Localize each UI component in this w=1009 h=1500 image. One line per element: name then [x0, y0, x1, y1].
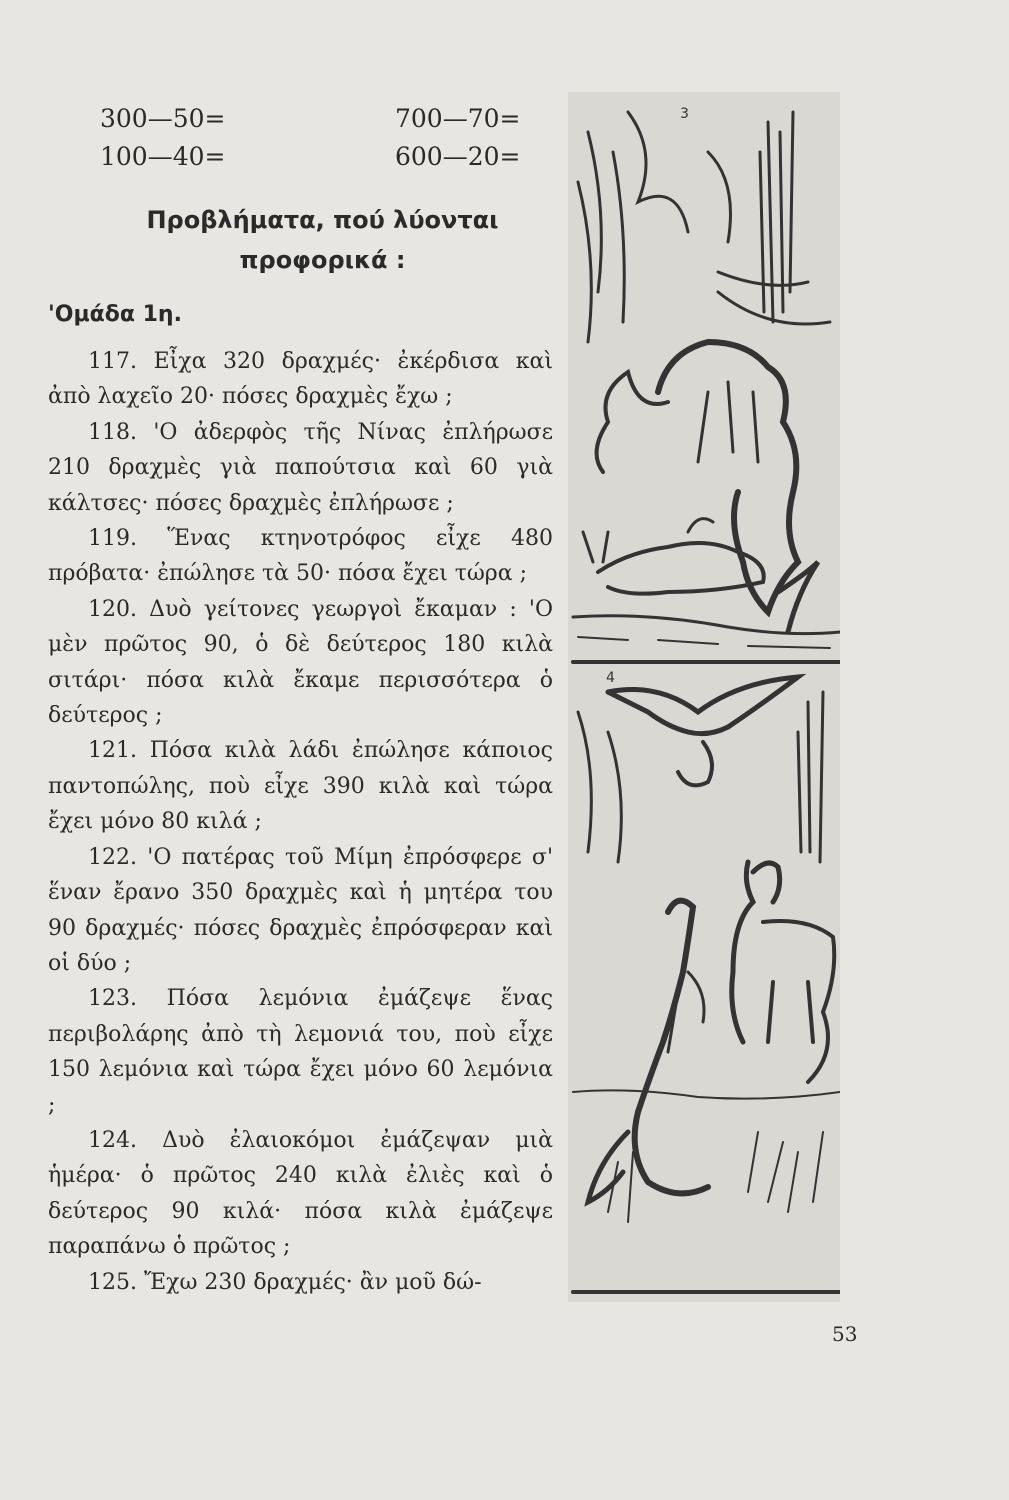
problem-117: 117. Εἶχα 320 δραχμές· ἐκέρδισα καὶ ἀπὸ λαχεῖο 20· πόσες δραχμὲς ἔχω ;: [48, 349, 553, 410]
panel-number-3: 3: [680, 106, 689, 122]
exercise-column-right: [395, 100, 520, 176]
section-title-line: προφορικά :: [239, 246, 406, 274]
problem-125: 125. Ἔχω 230 δραχμές· ἂν μοῦ δώ-: [88, 1269, 482, 1295]
problem-124: 124. Δυὸ ἐλαιοκόμοι ἐμάζεψαν μιὰ ἡμέρα· ὁ πρῶτος 240 κιλὰ ἐλιὲς καὶ ὁ δεύτερος 90 κιλά· πόσα κιλὰ ἐμάζεψε παραπάνω ὁ πρῶτος ;: [48, 1127, 553, 1260]
illustration-strip: [568, 92, 840, 1302]
exercise-item: 700—70=: [395, 104, 521, 133]
problem-121: 121. Πόσα κιλὰ λάδι ἐπώλησε κάποιος παντοπώλης, ποὺ εἶχε 390 κιλὰ καὶ τώρα ἔχει μόνο 80 κιλά ;: [48, 738, 553, 835]
exercise-item: 100—40=: [100, 142, 226, 171]
section-title: [100, 200, 545, 280]
problem-122: 122. 'Ο πατέρας τοῦ Μίμη ἐπρόσφερε σ' ἕναν ἔρανο 350 δραχμὲς καὶ ἡ μητέρα του 90 δραχμές· πόσες δραχμὲς ἐπρόσφεραν καὶ οἱ δύο ;: [48, 844, 553, 976]
problem-123: 123. Πόσα λεμόνια ἐμάζεψε ἕνας περιβολάρης ἀπὸ τὴ λεμονιά του, ποὺ εἶχε 150 λεμόνια καὶ τώρα ἔχει μόνο 60 λεμόνια ;: [48, 986, 553, 1118]
panel-fox-hare: [573, 106, 840, 648]
panel-eagle-foxes: [573, 662, 840, 1292]
problem-120: 120. Δυὸ γείτονες γεωργοὶ ἔκαμαν : 'Ο μὲν πρῶτος 90, ὁ δὲ δεύτερος 180 κιλὰ σιτάρι· πόσα κιλὰ ἔκαμε περισσότερα ὁ δεύτερος ;: [48, 596, 553, 729]
problem-119: 119. Ἕνας κτηνοτρόφος εἶχε 480 πρόβατα· ἐπώλησε τὰ 50· πόσα ἔχει τώρα ;: [48, 526, 553, 587]
problem-118: 118. 'Ο ἀδερφὸς τῆς Νίνας ἐπλήρωσε 210 δραχμὲς γιὰ παπούτσια καὶ 60 γιὰ κάλτσες· πόσες δραχμὲς ἐπλήρωσε ;: [48, 419, 553, 516]
page-number: 53: [832, 1322, 858, 1346]
group-heading: 'Ομάδα 1η.: [48, 302, 182, 327]
exercise-item: 300—50=: [100, 104, 226, 133]
problem-list: [48, 344, 553, 1300]
animal-illustration: [568, 92, 840, 1302]
panel-number-4: 4: [606, 670, 615, 686]
exercise-column-left: [100, 100, 225, 176]
exercise-item: 600—20=: [395, 142, 521, 171]
section-title-line: Προβλήματα, πού λύονται: [146, 206, 499, 234]
